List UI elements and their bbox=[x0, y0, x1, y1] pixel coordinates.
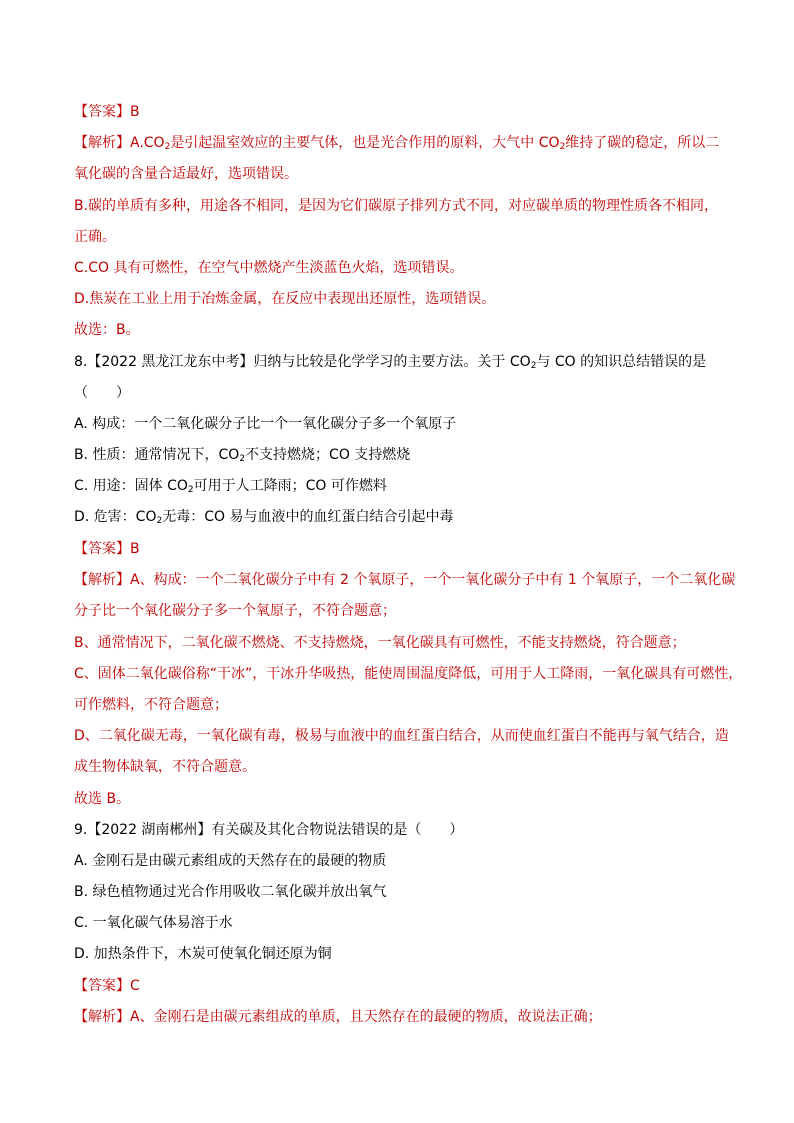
answer-tag: 【答案】 bbox=[74, 104, 130, 120]
explanation-9-line-1: 【解析】A、金刚石是由碳元素组成的单质，且天然存在的最硬的物质，故说法正确； bbox=[74, 1009, 602, 1025]
answer-8 bbox=[74, 539, 140, 559]
explanation-7-line-1: 【解析】$A.CO_2$是引起温室效应的主要气体，也是光合作用的原料，大气中 $CO_2$维持了碳的稳定，所以二 bbox=[74, 135, 720, 152]
question-8-stem: 8.【2022 黑龙江龙东中考】归纳与比较是化学学习的主要方法。关于 $CO_2$与 CO 的知识总结错误的是 bbox=[74, 354, 707, 371]
explanation-7-line-4: 正确。 bbox=[74, 229, 116, 245]
answer-value: B bbox=[130, 104, 140, 120]
question-9-option-d: D. 加热条件下，木炭可使氧化铜还原为铜 bbox=[74, 946, 332, 962]
explanation-tag: 【解析】 bbox=[74, 1009, 130, 1025]
question-8-option-a: A. 构成：一个二氧化碳分子比一个一氧化碳分子多一个氧原子 bbox=[74, 416, 457, 432]
answer-value: B bbox=[130, 541, 140, 557]
explanation-7-line-5: C.CO 具有可燃性，在空气中燃烧产生淡蓝色火焰，选项错误。 bbox=[74, 260, 464, 276]
explanation-8-line-4: C、固体二氧化碳俗称“干冰”，干冰升华吸热，能使周围温度降低，可用于人工降雨，一氧化碳具有可燃性， bbox=[74, 666, 743, 682]
explanation-tag: 【解析】 bbox=[74, 135, 130, 151]
explanation-8-line-3: B、通常情况下，二氧化碳不燃烧、不支持燃烧，一氧化碳具有可燃性，不能支持燃烧，符合题意； bbox=[74, 635, 686, 651]
question-8-option-c: C. 用途：固体 $CO_2$可用于人工降雨；CO 可作燃料 bbox=[74, 478, 387, 495]
explanation-8-line-6: D、二氧化碳无毒，一氧化碳有毒，极易与血液中的血红蛋白结合，从而使血红蛋白不能再与氧气结合，造 bbox=[74, 728, 729, 744]
explanation-7-conclusion: 故选：B。 bbox=[74, 322, 140, 338]
question-8-option-b: B. 性质：通常情况下，$CO_2$不支持燃烧；CO 支持燃烧 bbox=[74, 447, 411, 464]
explanation-8-line-7: 成生物体缺氧，不符合题意。 bbox=[74, 759, 256, 775]
explanation-8-line-2: 分子比一个氧化碳分子多一个氧原子，不符合题意； bbox=[74, 603, 396, 619]
answer-9 bbox=[74, 976, 140, 996]
explanation-8-line-5: 可作燃料，不符合题意； bbox=[74, 697, 228, 713]
answer-tag: 【答案】 bbox=[74, 541, 130, 557]
question-9-option-b: B. 绿色植物通过光合作用吸收二氧化碳并放出氧气 bbox=[74, 884, 387, 900]
explanation-7-line-6: D.焦炭在工业上用于冶炼金属，在反应中表现出还原性，选项错误。 bbox=[74, 291, 496, 307]
answer-tag: 【答案】 bbox=[74, 978, 130, 994]
question-9-option-a: A. 金刚石是由碳元素组成的天然存在的最硬的物质 bbox=[74, 853, 387, 869]
question-9-stem: 9.【2022 湖南郴州】有关碳及其化合物说法错误的是（ ） bbox=[74, 822, 464, 838]
explanation-8-conclusion: 故选 B。 bbox=[74, 791, 131, 807]
explanation-8-line-1: 【解析】A、构成：一个二氧化碳分子中有 2 个氧原子，一个一氧化碳分子中有 1 个氧原子，一个二氧化碳 bbox=[74, 572, 736, 588]
explanation-tag: 【解析】 bbox=[74, 572, 130, 588]
question-8-paren: （ ） bbox=[74, 385, 130, 401]
answer-7 bbox=[74, 102, 140, 122]
answer-value: C bbox=[130, 978, 140, 994]
explanation-7-line-3: B.碳的单质有多种，用途各不相同，是因为它们碳原子排列方式不同，对应碳单质的物理性质各不相同， bbox=[74, 198, 719, 214]
explanation-7-line-2: 氧化碳的含量合适最好，选项错误。 bbox=[74, 166, 298, 182]
question-9-option-c: C. 一氧化碳气体易溶于水 bbox=[74, 915, 233, 931]
question-8-option-d: D. 危害：$CO_2$无毒：CO 易与血液中的血红蛋白结合引起中毒 bbox=[74, 509, 454, 526]
